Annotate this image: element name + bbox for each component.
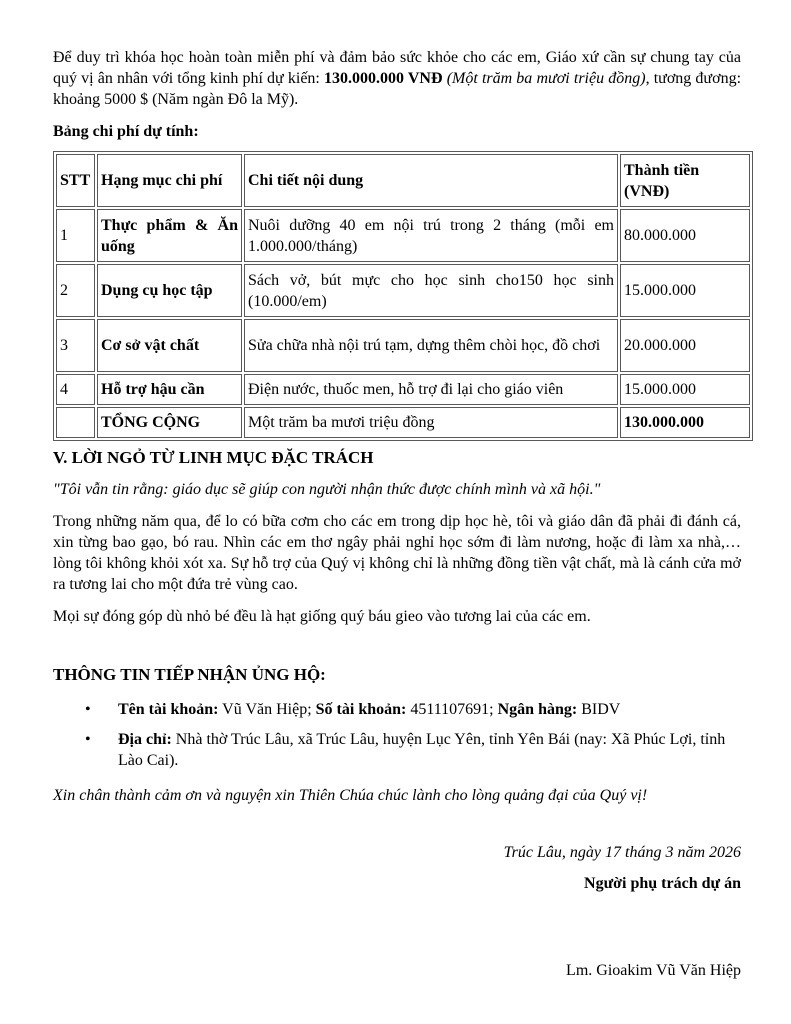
- address-value: Nhà thờ Trúc Lâu, xã Trúc Lâu, huyện Lục Yên, tỉnh Yên Bái (nay: Xã Phúc Lợi, tỉnh Lào Cai).: [118, 731, 726, 770]
- priest-quote: "Tôi vẫn tin rằng: giáo dục sẽ giúp con người nhận thức được chính mình và xã hội.": [53, 480, 601, 498]
- cost-table: [53, 151, 753, 441]
- header-stt: STT: [56, 154, 95, 207]
- support-info-list: [53, 699, 741, 771]
- cell-item: Thực phẩm & Ăn uống: [97, 209, 242, 262]
- section-v-paragraph-1: Trong những năm qua, để lo có bữa cơm cho các em trong dịp học hè, tôi và giáo dân đã phải đi đánh cá, xin từng bao gạo, bó rau. Nhìn các em thơ ngây phải nghỉ học sớm đi làm nương, hoặc đi làm xa nhà,…lòng tôi không khỏi xót xa. Sự hỗ trợ của Quý vị không chỉ là những đồng tiền vật chất, mà là cánh cửa mở ra tương lai cho một đứa trẻ vùng cao.: [53, 512, 741, 594]
- cost-table-caption: Bảng chi phí dự tính:: [53, 123, 199, 141]
- cell-item-total: TỔNG CỘNG: [97, 407, 242, 438]
- bank-label: Ngân hàng:: [497, 700, 578, 718]
- total-amount: 130.000.000 VNĐ: [324, 70, 443, 88]
- intro-paragraph: [53, 47, 741, 110]
- list-item-account: [53, 699, 741, 720]
- cell-stt: 1: [56, 209, 95, 262]
- role-line: Người phụ trách dự án: [584, 874, 741, 892]
- table-header-row: [56, 154, 750, 207]
- cell-detail: Điện nước, thuốc men, hỗ trợ đi lại cho giáo viên: [244, 374, 618, 405]
- section-v-paragraph-2: Mọi sự đóng góp dù nhỏ bé đều là hạt giống quý báu gieo vào tương lai của các em.: [53, 608, 591, 626]
- cell-stt: 4: [56, 374, 95, 405]
- cell-item: Cơ sở vật chất: [97, 319, 242, 372]
- account-number-label: Số tài khoản:: [315, 700, 407, 718]
- bank-value: BIDV: [577, 700, 621, 718]
- cell-amount: 80.000.000: [620, 209, 750, 262]
- address-label: Địa chỉ:: [118, 731, 172, 749]
- table-row: [56, 319, 750, 372]
- account-name-value: Vũ Văn Hiệp;: [218, 700, 316, 718]
- date-line: Trúc Lâu, ngày 17 tháng 3 năm 2026: [503, 844, 741, 862]
- cell-stt: 3: [56, 319, 95, 372]
- support-info-heading: THÔNG TIN TIẾP NHẬN ỦNG HỘ:: [53, 664, 326, 684]
- header-amount: Thành tiền (VNĐ): [620, 154, 750, 207]
- thanks-line: Xin chân thành cảm ơn và nguyện xin Thiên Chúa chúc lành cho lòng quảng đại của Quý vị!: [53, 787, 648, 805]
- intro-text-2: , tương đương: khoảng 5000 $ (Năm ngàn Đô la Mỹ).: [53, 70, 742, 109]
- cell-stt: 2: [56, 264, 95, 317]
- header-detail: Chi tiết nội dung: [244, 154, 618, 207]
- cell-detail: Nuôi dưỡng 40 em nội trú trong 2 tháng (mỗi em 1.000.000/tháng): [244, 209, 618, 262]
- intro-text-1: Để duy trì khóa học hoàn toàn miễn phí và đảm bảo sức khỏe cho các em, Giáo xứ cần sự chung tay của quý vị ân nhân với tổng kinh phí dự kiến:: [53, 49, 741, 88]
- total-amount-words: (Một trăm ba mươi triệu đồng): [442, 70, 646, 88]
- cell-item: Hỗ trợ hậu cần: [97, 374, 242, 405]
- list-item-address: [53, 729, 741, 771]
- cell-amount: 15.000.000: [620, 374, 750, 405]
- header-item: Hạng mục chi phí: [97, 154, 242, 207]
- account-name-label: Tên tài khoản:: [118, 700, 219, 718]
- table-total-row: [56, 407, 750, 438]
- table-row: [56, 209, 750, 262]
- section-v-heading: V. LỜI NGỎ TỪ LINH MỤC ĐẶC TRÁCH: [53, 448, 374, 468]
- cell-amount-total: 130.000.000: [620, 407, 750, 438]
- table-row: [56, 374, 750, 405]
- account-number-value: 4511107691;: [406, 700, 498, 718]
- signature-name: Lm. Gioakim Vũ Văn Hiệp: [566, 961, 741, 979]
- cell-detail: Sửa chữa nhà nội trú tạm, dựng thêm chòi học, đồ chơi: [244, 319, 618, 372]
- cell-amount: 15.000.000: [620, 264, 750, 317]
- cell-amount: 20.000.000: [620, 319, 750, 372]
- table-row: [56, 264, 750, 317]
- cell-stt: [56, 407, 95, 438]
- cell-detail-total: Một trăm ba mươi triệu đồng: [244, 407, 618, 438]
- cell-item: Dụng cụ học tập: [97, 264, 242, 317]
- cell-detail: Sách vở, bút mực cho học sinh cho150 học sinh (10.000/em): [244, 264, 618, 317]
